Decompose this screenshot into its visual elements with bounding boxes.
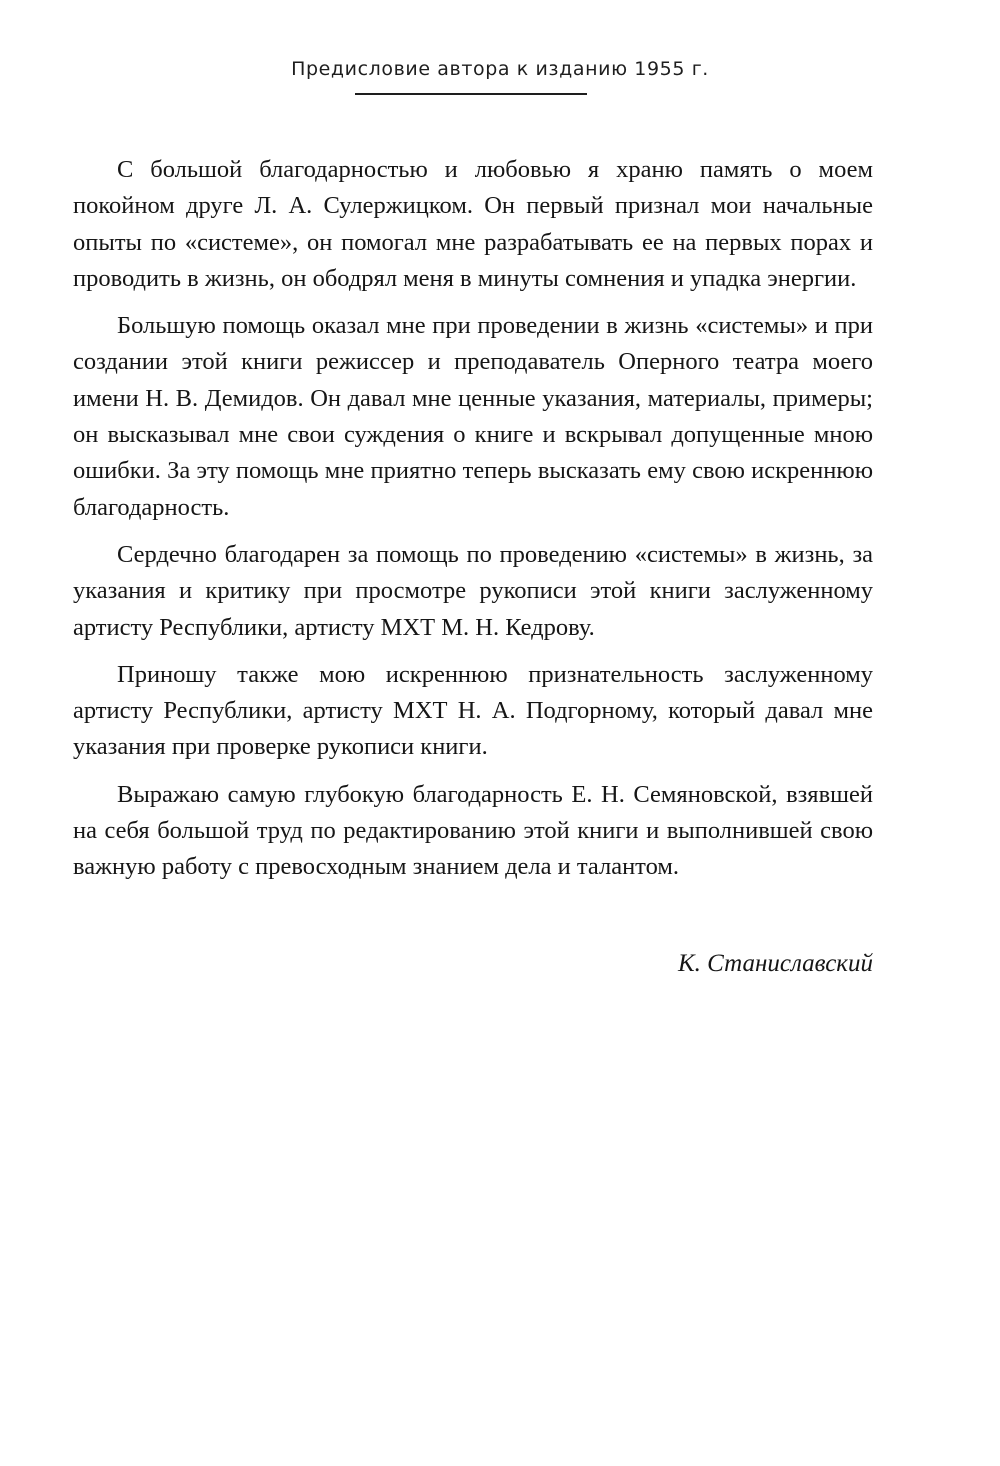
author-signature: К. Станиславский [677, 950, 873, 977]
header-rule [355, 93, 587, 95]
paragraph-4: Приношу также мою искреннюю признательность заслуженному артисту Республики, артисту МХТ Н. А. Подгорному, который давал мне указания при проверке рукописи книги. [73, 660, 873, 761]
running-header: Предисловие автора к изданию 1955 г. [291, 58, 709, 80]
paragraph-3: Сердечно благодарен за помощь по проведению «системы» в жизнь, за указания и критику при просмотре рукописи этой книги заслуженному артисту Республики, артисту МХТ М. Н. Кедрову. [73, 540, 873, 641]
paragraph-1: С большой благодарностью и любовью я храню память о моем покойном друге Л. А. Сулержицком. Он первый признал мои начальные опыты по «системе», он помогал мне разрабатывать ее на первых порах и проводить в жизнь, он ободрял меня в минуты сомнения и упадка энергии. [73, 156, 873, 292]
paragraph-2: Большую помощь оказал мне при проведении в жизнь «системы» и при создании этой книги режиссер и преподаватель Оперного театра моего имени Н. В. Демидов. Он давал мне ценные указания, материалы, примеры; он высказывал мне свои суждения о книге и вскрывал допущенные мною ошибки. За эту помощь мне приятно теперь высказать ему свою искреннюю благодарность. [73, 312, 873, 521]
paragraph-5: Выражаю самую глубокую благодарность Е. Н. Семяновской, взявшей на себя большой труд по редактированию этой книги и выполнившей свою важную работу с превосходным знанием дела и талантом. [73, 780, 873, 881]
preface-body [73, 152, 873, 897]
